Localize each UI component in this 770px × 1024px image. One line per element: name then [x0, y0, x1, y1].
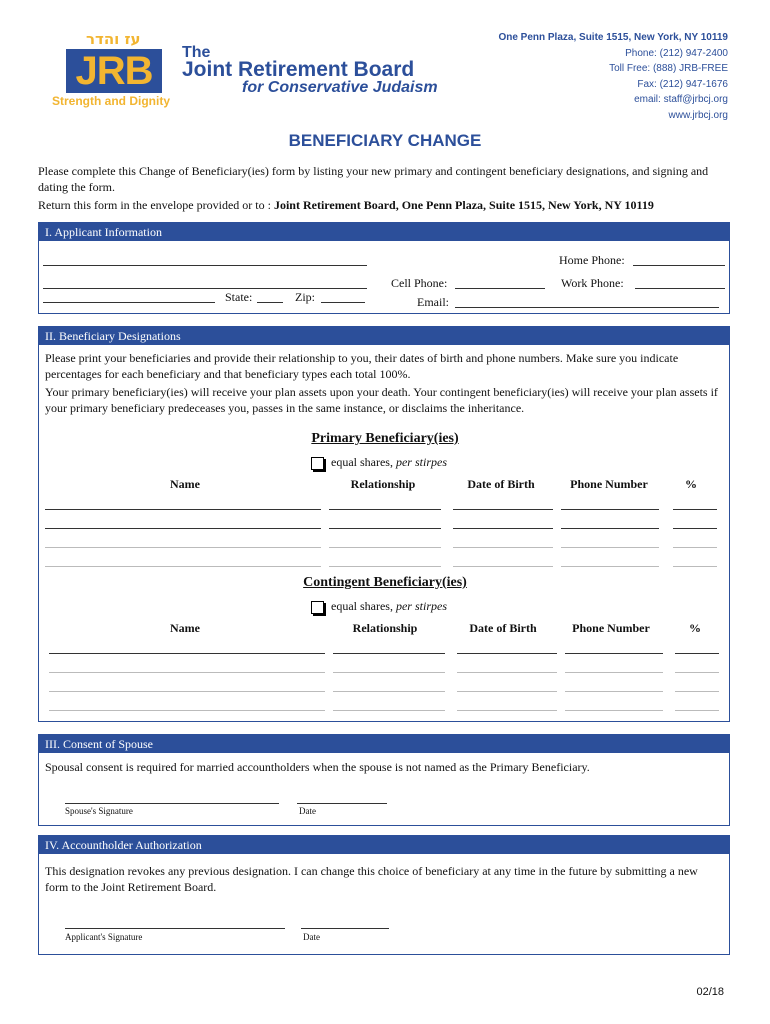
contingent-row-2-name[interactable]	[49, 672, 325, 673]
primary-row-3-relationship[interactable]	[329, 547, 441, 548]
cell-phone-field[interactable]	[455, 288, 545, 289]
section-heading: II. Beneficiary Designations	[39, 327, 729, 345]
jrb-logo: JRB	[66, 49, 162, 93]
org-subtitle: for Conservative Judaism	[242, 79, 438, 96]
contingent-row-3-percent[interactable]	[675, 691, 719, 692]
col-date-of-birth: Date of Birth	[467, 477, 535, 491]
col-relationship: Relationship	[350, 477, 416, 491]
state-field[interactable]	[257, 302, 283, 303]
section-accountholder-authorization	[38, 835, 730, 955]
logo-hebrew-text: עז והדר	[86, 30, 141, 48]
logo-tagline: Strength and Dignity	[52, 94, 170, 108]
consent-text: Spousal consent is required for married accountholders when the spouse is not named as the Primary Beneficiary.	[45, 760, 590, 774]
contingent-row-1-name[interactable]	[49, 653, 325, 654]
org-name: Joint Retirement Board	[182, 58, 415, 81]
section-heading: III. Consent of Spouse	[39, 735, 729, 753]
contingent-row-3-name[interactable]	[49, 691, 325, 692]
contingent-row-2-dob[interactable]	[457, 672, 557, 673]
contingent-per-stirpes-checkbox[interactable]	[311, 601, 324, 614]
zip-label: Zip:	[295, 290, 315, 304]
return-address: Joint Retirement Board, One Penn Plaza, Suite 1515, New York, NY 10119	[273, 198, 654, 212]
col-name: Name	[170, 621, 200, 635]
contingent-row-3-relationship[interactable]	[333, 691, 445, 692]
equal-shares-text: equal shares,	[331, 599, 393, 613]
primary-row-2-name[interactable]	[45, 528, 321, 529]
spouse-signature-field[interactable]	[65, 803, 279, 804]
contingent-row-1-relationship[interactable]	[333, 653, 445, 654]
col-phone-number: Phone Number	[570, 477, 648, 491]
col-name: Name	[170, 477, 200, 491]
instructions-para-2: Your primary beneficiary(ies) will receive your plan assets upon your death. Your contingent beneficiary(ies) will receive your plan assets if your primary beneficiary predeceases you, passes in the same instance, or disclaims the inheritance.	[45, 385, 718, 415]
applicant-signature-field[interactable]	[65, 928, 285, 929]
email-label: Email:	[417, 295, 449, 309]
cell-phone-label: Cell Phone:	[391, 276, 448, 290]
contingent-per-stirpes-label	[331, 599, 447, 614]
contingent-row-4-dob[interactable]	[457, 710, 557, 711]
address-field[interactable]	[43, 288, 367, 289]
contingent-row-2-percent[interactable]	[675, 672, 719, 673]
contact-block	[498, 30, 728, 123]
return-prefix: Return this form in the envelope provided or to :	[38, 198, 271, 212]
contingent-row-3-phone[interactable]	[565, 691, 663, 692]
primary-row-1-dob[interactable]	[453, 509, 553, 510]
intro-text: Please complete this Change of Beneficiary(ies) form by listing your new primary and contingent beneficiary designations, and signing and dating the form.	[38, 164, 709, 194]
contact-phone: Phone: (212) 947-2400	[625, 47, 728, 59]
section-heading: IV. Accountholder Authorization	[39, 836, 729, 854]
primary-row-1-percent[interactable]	[673, 509, 717, 510]
primary-row-1-name[interactable]	[45, 509, 321, 510]
email-field[interactable]	[455, 307, 719, 308]
work-phone-field[interactable]	[635, 288, 725, 289]
page-title: BENEFICIARY CHANGE	[288, 131, 482, 150]
authorization-text: This designation revokes any previous designation. I can change this choice of beneficiary at any time in the future by submitting a new form to the Joint Retirement Board.	[45, 864, 698, 894]
contact-email: email: staff@jrbcj.org	[634, 94, 728, 105]
primary-row-4-percent[interactable]	[673, 566, 717, 567]
contact-fax: Fax: (212) 947-1676	[637, 78, 728, 90]
contingent-row-1-phone[interactable]	[565, 653, 663, 654]
contact-web: www.jrbcj.org	[668, 109, 728, 121]
equal-shares-text: equal shares,	[331, 455, 393, 469]
primary-row-4-phone[interactable]	[561, 566, 659, 567]
per-stirpes-text: per stirpes	[395, 599, 447, 613]
per-stirpes-text: per stirpes	[395, 455, 447, 469]
contingent-row-4-name[interactable]	[49, 710, 325, 711]
home-phone-field[interactable]	[633, 265, 725, 266]
primary-row-2-relationship[interactable]	[329, 528, 441, 529]
contingent-row-2-phone[interactable]	[565, 672, 663, 673]
col-relationship: Relationship	[352, 621, 418, 635]
contingent-row-1-dob[interactable]	[457, 653, 557, 654]
primary-per-stirpes-checkbox[interactable]	[311, 457, 324, 470]
col-percent: %	[685, 477, 697, 491]
contingent-row-4-phone[interactable]	[565, 710, 663, 711]
home-phone-label: Home Phone:	[559, 253, 625, 267]
primary-row-4-relationship[interactable]	[329, 566, 441, 567]
primary-row-2-phone[interactable]	[561, 528, 659, 529]
col-date-of-birth: Date of Birth	[469, 621, 537, 635]
form-version: 02/18	[696, 986, 724, 998]
primary-row-3-percent[interactable]	[673, 547, 717, 548]
state-label: State:	[225, 290, 253, 304]
primary-row-1-relationship[interactable]	[329, 509, 441, 510]
contingent-row-1-percent[interactable]	[675, 653, 719, 654]
primary-row-4-dob[interactable]	[453, 566, 553, 567]
return-instructions	[38, 198, 738, 213]
section-heading: I. Applicant Information	[39, 223, 729, 241]
primary-per-stirpes-label	[331, 455, 447, 470]
primary-row-4-name[interactable]	[45, 566, 321, 567]
spouse-date-field[interactable]	[297, 803, 387, 804]
contingent-row-4-relationship[interactable]	[333, 710, 445, 711]
spouse-date-label: Date	[299, 806, 316, 816]
contingent-row-3-dob[interactable]	[457, 691, 557, 692]
instructions-para-1: Please print your beneficiaries and provide their relationship to you, their dates of birth and phone numbers. Make sure you indicate percentages for each beneficiary and that beneficiary types each total 100%.	[45, 351, 679, 381]
section-beneficiary-designations	[38, 326, 730, 722]
contact-toll-free: Toll Free: (888) JRB-FREE	[609, 63, 728, 74]
org-name-the: The	[182, 44, 211, 61]
applicant-date-label: Date	[303, 932, 320, 942]
applicant-date-field[interactable]	[301, 928, 389, 929]
primary-beneficiary-title: Primary Beneficiary(ies)	[311, 431, 459, 446]
primary-row-3-dob[interactable]	[453, 547, 553, 548]
section-applicant-info	[38, 222, 730, 314]
contingent-beneficiary-title: Contingent Beneficiary(ies)	[303, 575, 467, 590]
primary-row-3-phone[interactable]	[561, 547, 659, 548]
contingent-row-4-percent[interactable]	[675, 710, 719, 711]
contingent-row-2-relationship[interactable]	[333, 672, 445, 673]
primary-row-2-dob[interactable]	[453, 528, 553, 529]
col-percent: %	[689, 621, 701, 635]
contact-address: One Penn Plaza, Suite 1515, New York, NY 10119	[498, 32, 728, 43]
applicant-signature-label: Applicant's Signature	[65, 932, 143, 942]
primary-row-2-percent[interactable]	[673, 528, 717, 529]
work-phone-label: Work Phone:	[561, 276, 624, 290]
col-phone-number: Phone Number	[572, 621, 650, 635]
applicant-name-field[interactable]	[43, 265, 367, 266]
zip-field[interactable]	[321, 302, 365, 303]
spouse-signature-label: Spouse's Signature	[65, 806, 133, 816]
city-field[interactable]	[43, 302, 215, 303]
primary-row-3-name[interactable]	[45, 547, 321, 548]
section-consent-of-spouse	[38, 734, 730, 826]
primary-row-1-phone[interactable]	[561, 509, 659, 510]
